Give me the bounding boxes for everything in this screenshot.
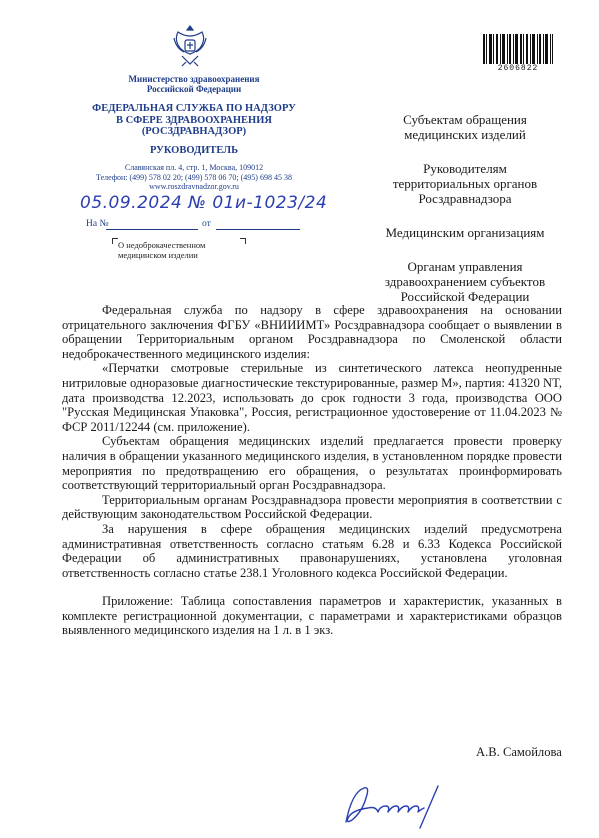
recipient-line: медицинских изделий bbox=[404, 127, 526, 142]
address-block bbox=[60, 163, 328, 192]
body-paragraph-2: «Перчатки смотровые стерильные из синтетического латекса неопудренные нитриловые одноразовые диагностические текстурированные, размер M», партия: 41320 NT, дата производства 12.2023, использовать до срок годности 3 года, производства ООО "Русская Медицинская Упаковка", Россия, регистрационное удостоверение от 11.04.2023 № ФСР 2011/12244 (см. приложение). bbox=[62, 361, 562, 434]
website: www.roszdravnadzor.gov.ru bbox=[149, 182, 239, 191]
ministry-line-2: Российской Федерации bbox=[146, 84, 242, 94]
barcode-number: 2606822 bbox=[497, 64, 539, 73]
recipient-group bbox=[360, 161, 570, 206]
attachment-paragraph: Приложение: Таблица сопоставления параметров и характеристик, указанных в комплекте регистрационной документации, с параметрами и характеристиками образцов выявленного медицинского изделия на 1 л. в 1 экз. bbox=[62, 594, 562, 638]
subject-line-1: О недоброкачественном bbox=[118, 240, 206, 250]
coat-of-arms-emblem bbox=[170, 22, 210, 70]
recipient-line: Медицинским организациям bbox=[385, 225, 545, 240]
ministry-name bbox=[60, 74, 328, 94]
handwritten-date-number: 05.09.2024 № 01и-1023/24 bbox=[80, 193, 328, 213]
barcode bbox=[483, 34, 553, 64]
service-name bbox=[60, 103, 328, 138]
na-label: На № bbox=[86, 219, 109, 229]
letter-body bbox=[62, 303, 562, 638]
subject-line-2: медицинском изделии bbox=[118, 250, 198, 260]
recipient-line: Росздравнадзора bbox=[418, 191, 512, 206]
service-line-3: (РОСЗДРАВНАДЗОР) bbox=[141, 126, 247, 137]
subject-corner-right bbox=[240, 238, 246, 244]
body-paragraph-3: Субъектам обращения медицинских изделий предлагается провести проверку наличия в обращении указанного медицинского изделия, в установленном порядке провести мероприятия по предотвращению его обращения, о результатах проинформировать соответствующий территориальный орган Росздравнадзора. bbox=[62, 434, 562, 493]
head-title: РУКОВОДИТЕЛЬ bbox=[149, 145, 239, 156]
body-paragraph-5: За нарушения в сфере обращения медицинских изделий предусмотрена административная ответственность согласно статьям 6.28 и 6.33 Кодекса Российской Федерации об административных правонарушениях, установлена уголовная ответственность согласно статье 238.1 Уголовного кодекса Российской Федерации. bbox=[62, 521, 562, 580]
recipients-block bbox=[360, 112, 570, 323]
ot-label: от bbox=[202, 219, 211, 229]
recipient-line: здравоохранением субъектов bbox=[384, 274, 546, 289]
recipient-line: Органам управления bbox=[407, 259, 523, 274]
body-paragraph-1: Федеральная служба по надзору в сфере здравоохранения на основании отрицательного заключения ФГБУ «ВНИИИМТ» Росздравнадзора сообщает о выявлении в обращении Территориальным органом Росздравнадзора по Смоленской области недоброкачественного медицинского изделия: bbox=[62, 303, 562, 361]
recipient-group bbox=[360, 259, 570, 304]
handwritten-signature bbox=[340, 782, 470, 830]
subject-note bbox=[118, 240, 238, 260]
service-line-2: В СФЕРЕ ЗДРАВООХРАНЕНИЯ bbox=[116, 114, 272, 126]
address-line-2: Телефон: (499) 578 02 20; (499) 578 06 70; (495) 698 45 38 bbox=[96, 172, 292, 182]
ministry-line-1: Министерство здравоохранения bbox=[128, 74, 260, 84]
signer-name: А.В. Самойлова bbox=[476, 745, 562, 759]
recipient-line: Субъектам обращения bbox=[403, 112, 527, 127]
body-paragraph-4: Территориальным органам Росздравнадзора провести мероприятия в соответствии с действующим законодательством Российской Федерации. bbox=[62, 492, 562, 522]
ot-line bbox=[216, 229, 300, 230]
recipient-group bbox=[360, 112, 570, 142]
recipient-line: Руководителям bbox=[423, 161, 507, 176]
recipient-group bbox=[360, 225, 570, 240]
na-line bbox=[106, 229, 198, 230]
recipient-line: территориальных органов bbox=[392, 176, 538, 191]
address-line-1: Славянская пл. 4, стр. 1, Москва, 109012 bbox=[124, 163, 264, 172]
service-line-1: ФЕДЕРАЛЬНАЯ СЛУЖБА ПО НАДЗОРУ bbox=[92, 103, 296, 114]
recipient-line: Российской Федерации bbox=[400, 289, 530, 304]
reference-row bbox=[86, 219, 301, 233]
